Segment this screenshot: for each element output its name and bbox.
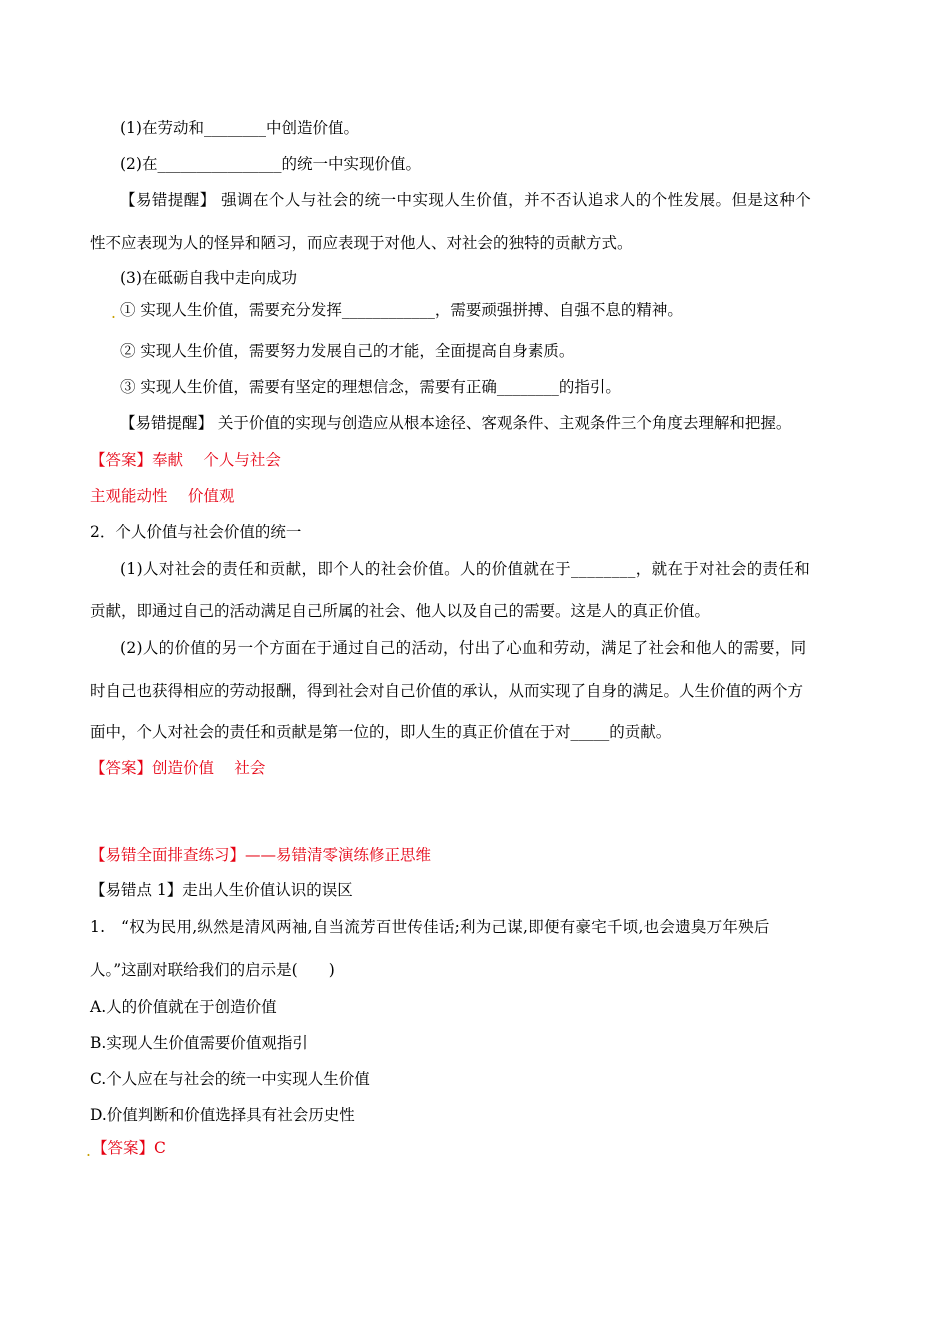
para-2-1: (1)人对社会的责任和贡献，即个人的社会价值。人的价值就在于________，就在于对社会的责任和 xyxy=(120,560,811,578)
option-c: C.个人应在与社会的统一中实现人生价值 xyxy=(90,1070,370,1088)
blank-item-1: (1)在劳动和________中创造价值。 xyxy=(120,119,359,137)
error-reminder-2: 【易错提醒】 关于价值的实现与创造应从根本途径、客观条件、主观条件三个角度去理解和把握。 xyxy=(120,414,792,432)
answer-2: 【答案】创造价值 社会 xyxy=(90,759,266,777)
error-reminder-1: 【易错提醒】 强调在个人与社会的统一中实现人生价值，并不否认追求人的个性发展。但是这种个 xyxy=(120,191,812,209)
para-2-2-cont-2: 面中，个人对社会的责任和贡献是第一位的，即人生的真正价值在于对_____的贡献。 xyxy=(90,723,672,741)
para-2-2: (2)人的价值的另一个方面在于通过自己的活动，付出了心血和劳动，满足了社会和他人的需要，同 xyxy=(120,639,807,657)
option-b: B.实现人生价值需要价值观指引 xyxy=(90,1034,308,1052)
answer-1-cont: 主观能动性 价值观 xyxy=(90,487,235,505)
sub-item-1: ① 实现人生价值，需要充分发挥____________，需要顽强拼搏、自强不息的精神。 xyxy=(120,301,683,319)
error-reminder-1-cont: 性不应表现为人的怪异和陋习，而应表现于对他人、对社会的独特的贡献方式。 xyxy=(90,234,633,252)
question-1-stem-cont: 人。”这副对联给我们的启示是( ) xyxy=(90,961,335,979)
para-2-2-cont-1: 时自己也获得相应的劳动报酬，得到社会对自己价值的承认，从而实现了自身的满足。人生价值的两个方 xyxy=(90,682,804,700)
sub-item-2: ② 实现人生价值，需要努力发展自己的才能，全面提高自身素质。 xyxy=(120,342,575,360)
stray-dot: . xyxy=(111,304,116,322)
practice-section-title: 【易错全面排查练习】——易错清零演练修正思维 xyxy=(90,846,432,864)
blank-item-3: (3)在砥砺自我中走向成功 xyxy=(120,269,297,287)
sub-item-3: ③ 实现人生价值，需要有坚定的理想信念，需要有正确________的指引。 xyxy=(120,378,621,396)
section-heading-2: 2．个人价值与社会价值的统一 xyxy=(90,523,302,541)
stray-dot-2: . xyxy=(86,1142,91,1160)
answer-1: 【答案】奉献 个人与社会 xyxy=(90,451,281,469)
blank-item-2: (2)在________________的统一中实现价值。 xyxy=(120,155,421,173)
question-1-stem: 1. “权为民用,纵然是清风两袖,自当流芳百世传佳话;利为己谋,即便有豪宅千顷,也会遗臭万年殃后 xyxy=(90,918,770,936)
answer-3: 【答案】C xyxy=(92,1139,166,1157)
para-2-1-cont: 贡献，即通过自己的活动满足自己所属的社会、他人以及自己的需要。这是人的真正价值。 xyxy=(90,602,711,620)
option-d: D.价值判断和价值选择具有社会历史性 xyxy=(90,1106,355,1124)
error-point-1-heading: 【易错点 1】走出人生价值认识的误区 xyxy=(90,881,353,899)
option-a: A.人的价值就在于创造价值 xyxy=(90,998,277,1016)
